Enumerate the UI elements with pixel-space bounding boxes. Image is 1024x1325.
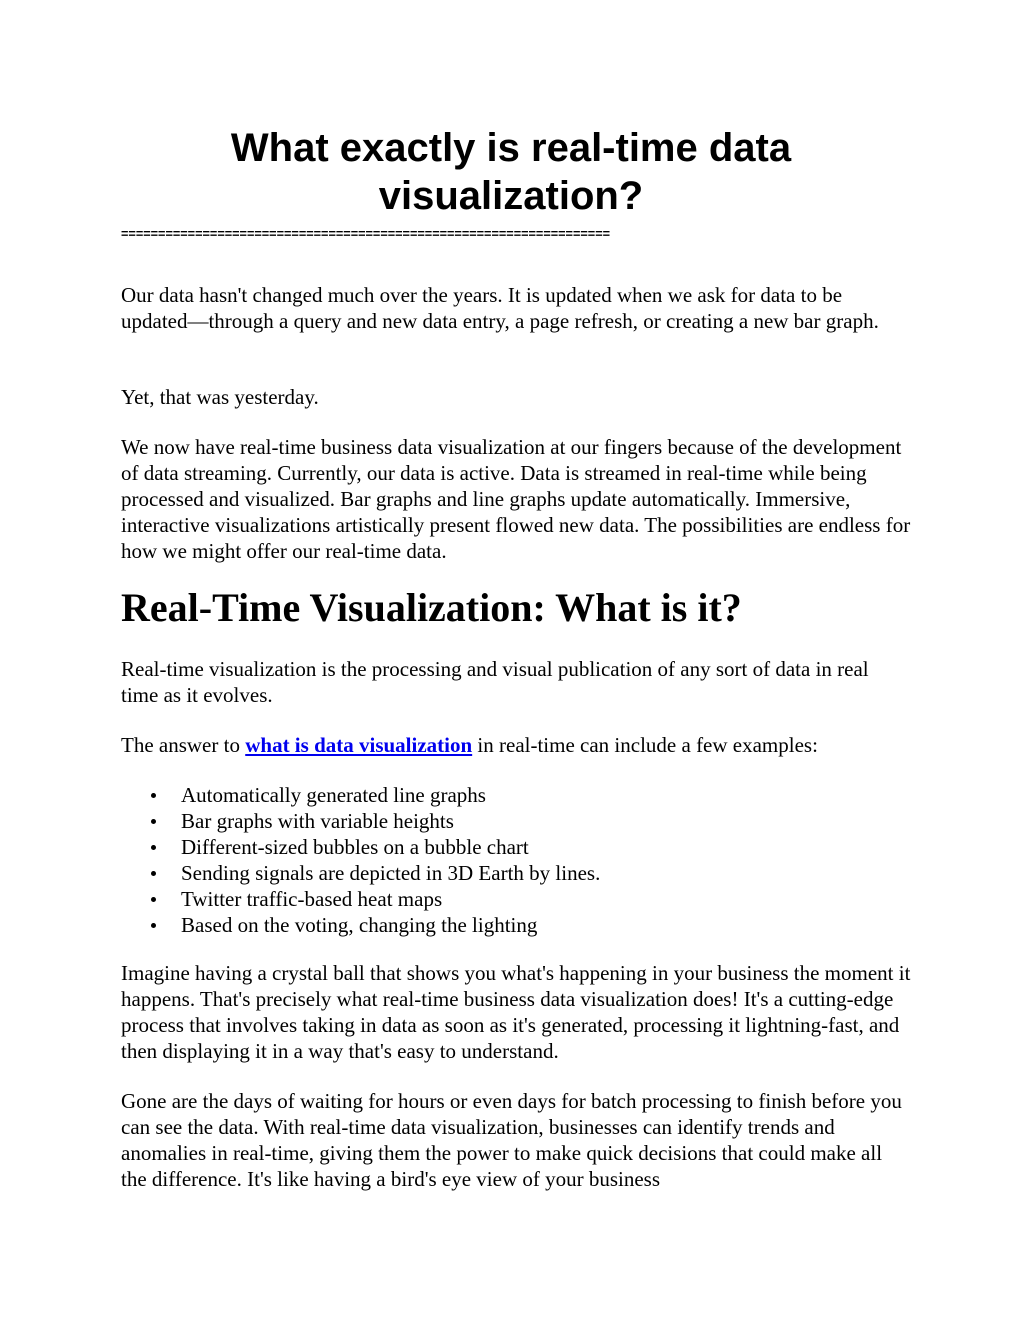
list-item — [121, 834, 911, 860]
examples-intro-after: in real-time can include a few examples: — [472, 733, 818, 757]
list-item-text: Twitter traffic-based heat maps — [181, 887, 443, 911]
list-item — [121, 808, 911, 834]
bullet-icon — [151, 845, 156, 850]
list-item — [121, 782, 911, 808]
bullet-icon — [151, 923, 156, 928]
list-item — [121, 886, 911, 912]
bullet-icon — [151, 871, 156, 876]
paragraph-streaming: We now have real-time business data visualization at our fingers because of the development of data streaming. Currently, our data is active. Data is streamed in real-time while being processed and visualized. Bar graphs and line graphs update automatically. Immersive, interactive visualizations artistically present flowed new data. The possibilities are endless for how we might offer our real-time data. — [121, 435, 911, 563]
bullet-icon — [151, 793, 156, 798]
section-heading: Real-Time Visualization: What is it? — [121, 585, 742, 630]
paragraph-definition: Real-time visualization is the processing and visual publication of any sort of data in real time as it evolves. — [121, 657, 869, 707]
paragraph-examples-intro — [121, 732, 911, 758]
paragraph-crystal-ball: Imagine having a crystal ball that shows you what's happening in your business the moment it happens. That's precisely what real-time business data visualization does! It's a cutting-edge process that involves taking in data as soon as it's generated, processing it lightning-fast, and then displaying it in a way that's easy to understand. — [121, 961, 911, 1063]
list-item-text: Sending signals are depicted in 3D Earth by lines. — [181, 861, 601, 885]
what-is-data-visualization-link[interactable]: what is data visualization — [245, 733, 473, 757]
bullet-icon — [151, 897, 156, 902]
list-item-text: Automatically generated line graphs — [181, 783, 486, 807]
examples-list — [121, 782, 911, 938]
list-item-text: Bar graphs with variable heights — [181, 809, 454, 833]
list-item — [121, 860, 911, 886]
paragraph-intro: Our data hasn't changed much over the years. It is updated when we ask for data to be updated—through a query and new data entry, a page refresh, or creating a new bar graph. — [121, 283, 879, 333]
bullet-icon — [151, 819, 156, 824]
list-item-text: Based on the voting, changing the lighting — [181, 913, 538, 937]
page-title: What exactly is real-time data visualization? — [230, 126, 792, 218]
paragraph-yesterday: Yet, that was yesterday. — [121, 385, 319, 409]
paragraph-batch-processing: Gone are the days of waiting for hours or even days for batch processing to finish before you can see the data. With real-time data visualization, businesses can identify trends and anomalies in real-time, giving them the power to make quick decisions that could make all the difference. It's like having a bird's eye view of your business — [121, 1089, 902, 1191]
title-divider: ================================================================== — [121, 227, 611, 241]
list-item — [121, 912, 911, 938]
examples-intro-before: The answer to — [121, 733, 246, 757]
list-item-text: Different-sized bubbles on a bubble chart — [181, 835, 529, 859]
